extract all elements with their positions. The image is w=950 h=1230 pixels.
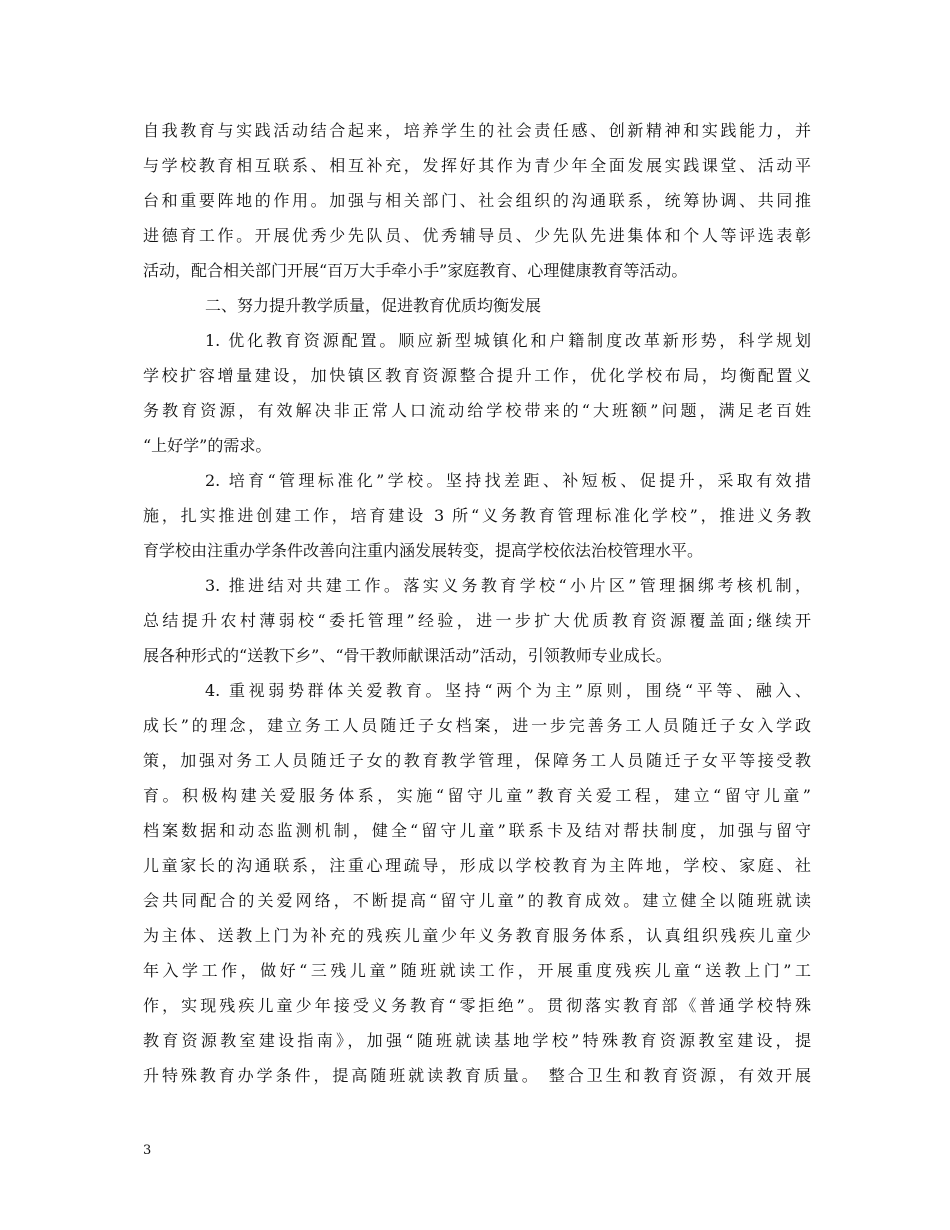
text-line: 自我教育与实践活动结合起来，培养学生的社会责任感、创新精神和实践能力，并	[143, 121, 811, 140]
text-line: 4. 重视弱势群体关爱教育。坚持“两个为主”原则，围绕“平等、融入、	[205, 681, 811, 700]
text-line: 总结提升农村薄弱校“委托管理”经验，进一步扩大优质教育资源覆盖面;继续开	[143, 611, 811, 630]
text-line: 成长”的理念，建立务工人员随迁子女档案，进一步完善务工人员随迁子女入学政	[143, 716, 811, 735]
text-line: 施，扎实推进创建工作，培育建设 3 所“义务教育管理标准化学校”，推进义务教	[143, 506, 811, 525]
text-line: 育。积极构建关爱服务体系，实施“留守儿童”教育关爱工程，建立“留守儿童”	[143, 786, 811, 805]
text-line: 为主体、送教上门为补充的残疾儿童少年义务教育服务体系，认真组织残疾儿童少	[143, 926, 811, 945]
text-line: 台和重要阵地的作用。加强与相关部门、社会组织的沟通联系，统筹协调、共同推	[143, 191, 811, 210]
text-line: 作，实现残疾儿童少年接受义务教育“零拒绝”。贯彻落实教育部《普通学校特殊	[143, 996, 811, 1015]
text-line: 活动，配合相关部门开展“百万大手牵小手”家庭教育、心理健康教育等活动。	[143, 261, 688, 280]
text-line: 策，加强对务工人员随迁子女的教育教学管理，保障务工人员随迁子女平等接受教	[143, 751, 811, 770]
text-line: 展各种形式的“送教下乡”、“骨干教师献课活动”活动，引领教师专业成长。	[143, 646, 672, 665]
text-line: 教育资源教室建设指南》，加强“随班就读基地学校”特殊教育资源教室建设，提	[143, 1031, 811, 1050]
text-line: 2. 培育“管理标准化”学校。坚持找差距、补短板、促提升，采取有效措	[205, 471, 811, 490]
text-line: 档案数据和动态监测机制，健全“留守儿童”联系卡及结对帮扶制度，加强与留守	[143, 821, 811, 840]
text-line: “上好学”的需求。	[143, 436, 272, 455]
text-line: 1. 优化教育资源配置。顺应新型城镇化和户籍制度改革新形势，科学规划	[205, 331, 811, 350]
body-text	[143, 113, 811, 1093]
text-line: 学校扩容增量建设，加快镇区教育资源整合提升工作，优化学校布局，均衡配置义	[143, 366, 811, 385]
text-line: 儿童家长的沟通联系，注重心理疏导，形成以学校教育为主阵地，学校、家庭、社	[143, 856, 811, 875]
text-line: 育学校由注重办学条件改善向注重内涵发展转变，提高学校依法治校管理水平。	[143, 541, 704, 560]
text-line: 务教育资源，有效解决非正常人口流动给学校带来的“大班额”问题，满足老百姓	[143, 401, 811, 420]
text-line: 年入学工作，做好“三残儿童”随班就读工作，开展重度残疾儿童“送教上门”工	[143, 961, 811, 980]
text-line: 升特殊教育办学条件，提高随班就读教育质量。 整合卫生和教育资源，有效开展	[143, 1066, 811, 1085]
text-line: 进德育工作。开展优秀少先队员、优秀辅导员、少先队先进集体和个人等评选表彰	[143, 226, 811, 245]
text-line: 3. 推进结对共建工作。落实义务教育学校“小片区”管理捆绑考核机制，	[205, 576, 811, 595]
text-line: 会共同配合的关爱网络，不断提高“留守儿童”的教育成效。建立健全以随班就读	[143, 891, 811, 910]
page-number: 3	[143, 1143, 152, 1158]
section-heading: 二、努力提升教学质量，促进教育优质均衡发展	[205, 296, 542, 315]
text-line: 与学校教育相互联系、相互补充，发挥好其作为青少年全面发展实践课堂、活动平	[143, 156, 811, 175]
